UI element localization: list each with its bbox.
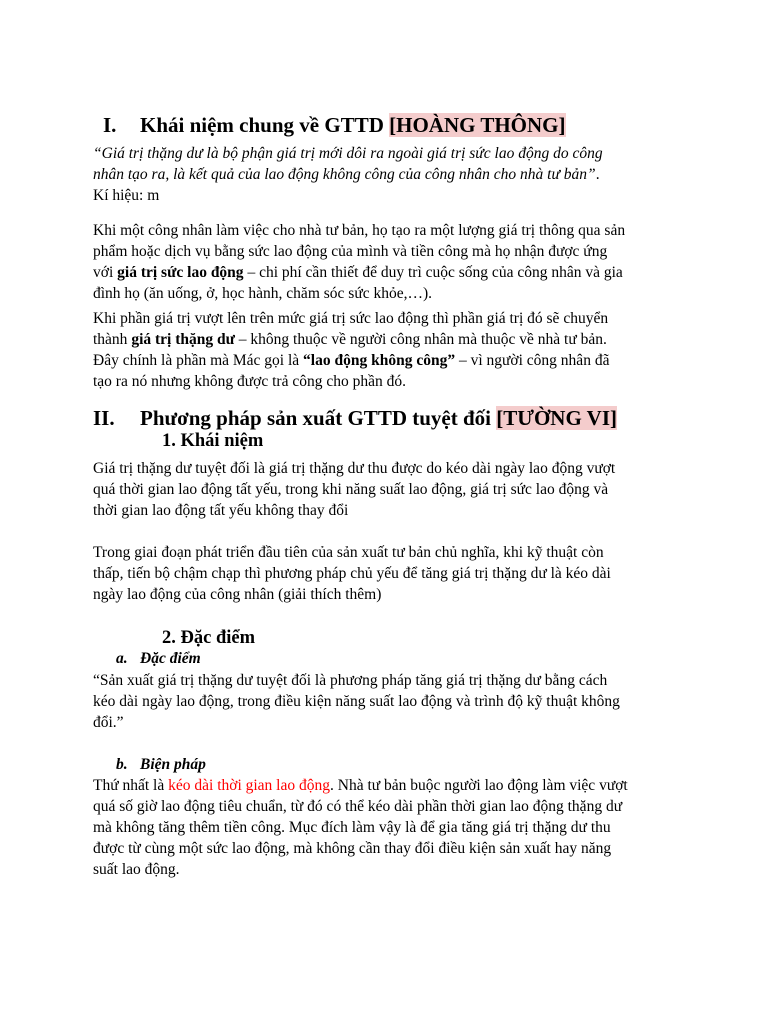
definition-quote xyxy=(93,143,683,185)
text-line: quá số giờ lao động tiêu chuẩn, từ đó có thể kéo dài phần thời gian lao động thặng dư xyxy=(93,798,623,815)
text-line: Đây chính là phần mà Mác gọi là “lao động không công” – vì người công nhân đã xyxy=(93,352,610,369)
section-2-tag: [TƯỜNG VI] xyxy=(496,406,617,430)
bold-term: giá trị sức lao động xyxy=(117,264,244,281)
subsection-1-heading: 1. Khái niệm xyxy=(162,431,264,451)
highlighted-term: kéo dài thời gian lao động xyxy=(168,777,330,794)
item-b-title: Biện pháp xyxy=(140,756,206,773)
item-a-heading xyxy=(116,649,201,669)
section-1-number: I. xyxy=(103,113,117,137)
text-line: ngày lao động của công nhân (giải thích thêm) xyxy=(93,586,382,603)
text-line: được từ cùng một sức lao động, mà không cần thay đổi điều kiện sản xuất hay năng xyxy=(93,840,612,857)
text-line: thấp, tiến bộ chậm chạp thì phương pháp chủ yếu để tăng giá trị thặng dư là kéo dài xyxy=(93,565,611,582)
text-line: Khi một công nhân làm việc cho nhà tư bản, họ tạo ra một lượng giá trị thông qua sản xyxy=(93,222,626,239)
symbol-line: Kí hiệu: m xyxy=(93,187,160,204)
section-1-tag: [HOÀNG THÔNG] xyxy=(389,113,566,137)
quote-line: “Giá trị thặng dư là bộ phận giá trị mới dôi ra ngoài giá trị sức lao động do công xyxy=(93,145,603,162)
section-1-heading xyxy=(103,112,566,138)
text-line: quá thời gian lao động tất yếu, trong khi năng suất lao động, giá trị sức lao động và xyxy=(93,481,609,498)
text-line: “Sản xuất giá trị thặng dư tuyệt đối là phương pháp tăng giá trị thặng dư bằng cách xyxy=(93,672,608,689)
characteristic-quote xyxy=(93,670,683,733)
section-1-title: Khái niệm chung về GTTD xyxy=(140,113,390,137)
paragraph-2 xyxy=(93,308,683,392)
item-a-title: Đặc điểm xyxy=(140,650,201,667)
item-b-label: b. xyxy=(116,756,128,773)
item-a-label: a. xyxy=(116,650,128,667)
section-2-number: II. xyxy=(93,406,115,430)
text-line: thành giá trị thặng dư – không thuộc về người công nhân mà thuộc về nhà tư bản. xyxy=(93,331,607,348)
text-line: phẩm hoặc dịch vụ bằng sức lao động của mình và tiền công mà họ nhận được ứng xyxy=(93,243,608,260)
text-line: đình họ (ăn uống, ở, học hành, chăm sóc sức khỏe,…). xyxy=(93,285,433,302)
item-b-heading xyxy=(116,755,206,775)
text-line: Thứ nhất là kéo dài thời gian lao động. Nhà tư bản buộc người lao động làm việc vượt xyxy=(93,777,628,794)
text-line: Trong giai đoạn phát triển đầu tiên của sản xuất tư bản chủ nghĩa, khi kỹ thuật còn xyxy=(93,544,604,561)
text-line: Giá trị thặng dư tuyệt đối là giá trị thặng dư thu được do kéo dài ngày lao động vượt xyxy=(93,460,616,477)
quote-line: nhân tạo ra, là kết quả của lao động không công của công nhân cho nhà tư bản”. xyxy=(93,166,600,183)
text-line: tạo ra nó nhưng không được trả công cho phần đó. xyxy=(93,373,406,390)
text-line: với giá trị sức lao động – chi phí cần thiết để duy trì cuộc sống của công nhân và gia xyxy=(93,264,623,281)
bold-term: “lao động không công” xyxy=(303,352,456,369)
text-line: kéo dài ngày lao động, trong điều kiện năng suất lao động và trình độ kỹ thuật không xyxy=(93,693,620,710)
subsection-2-heading: 2. Đặc điểm xyxy=(162,628,255,648)
text-line: đổi.” xyxy=(93,714,124,731)
text-line: thời gian lao động tất yếu không thay đổi xyxy=(93,502,349,519)
concept-paragraph-2 xyxy=(93,542,683,605)
measures-paragraph xyxy=(93,775,683,880)
section-2-title: Phương pháp sản xuất GTTD tuyệt đối xyxy=(140,406,497,430)
section-2-heading xyxy=(93,405,617,431)
paragraph-1 xyxy=(93,220,683,304)
text-line: Khi phần giá trị vượt lên trên mức giá trị sức lao động thì phần giá trị đó sẽ chuyển xyxy=(93,310,609,327)
text-line: mà không tăng thêm tiền công. Mục đích làm vậy là để gia tăng giá trị thặng dư thu xyxy=(93,819,611,836)
concept-paragraph-1 xyxy=(93,458,683,521)
text-line: suất lao động. xyxy=(93,861,180,878)
bold-term: giá trị thặng dư xyxy=(131,331,235,348)
